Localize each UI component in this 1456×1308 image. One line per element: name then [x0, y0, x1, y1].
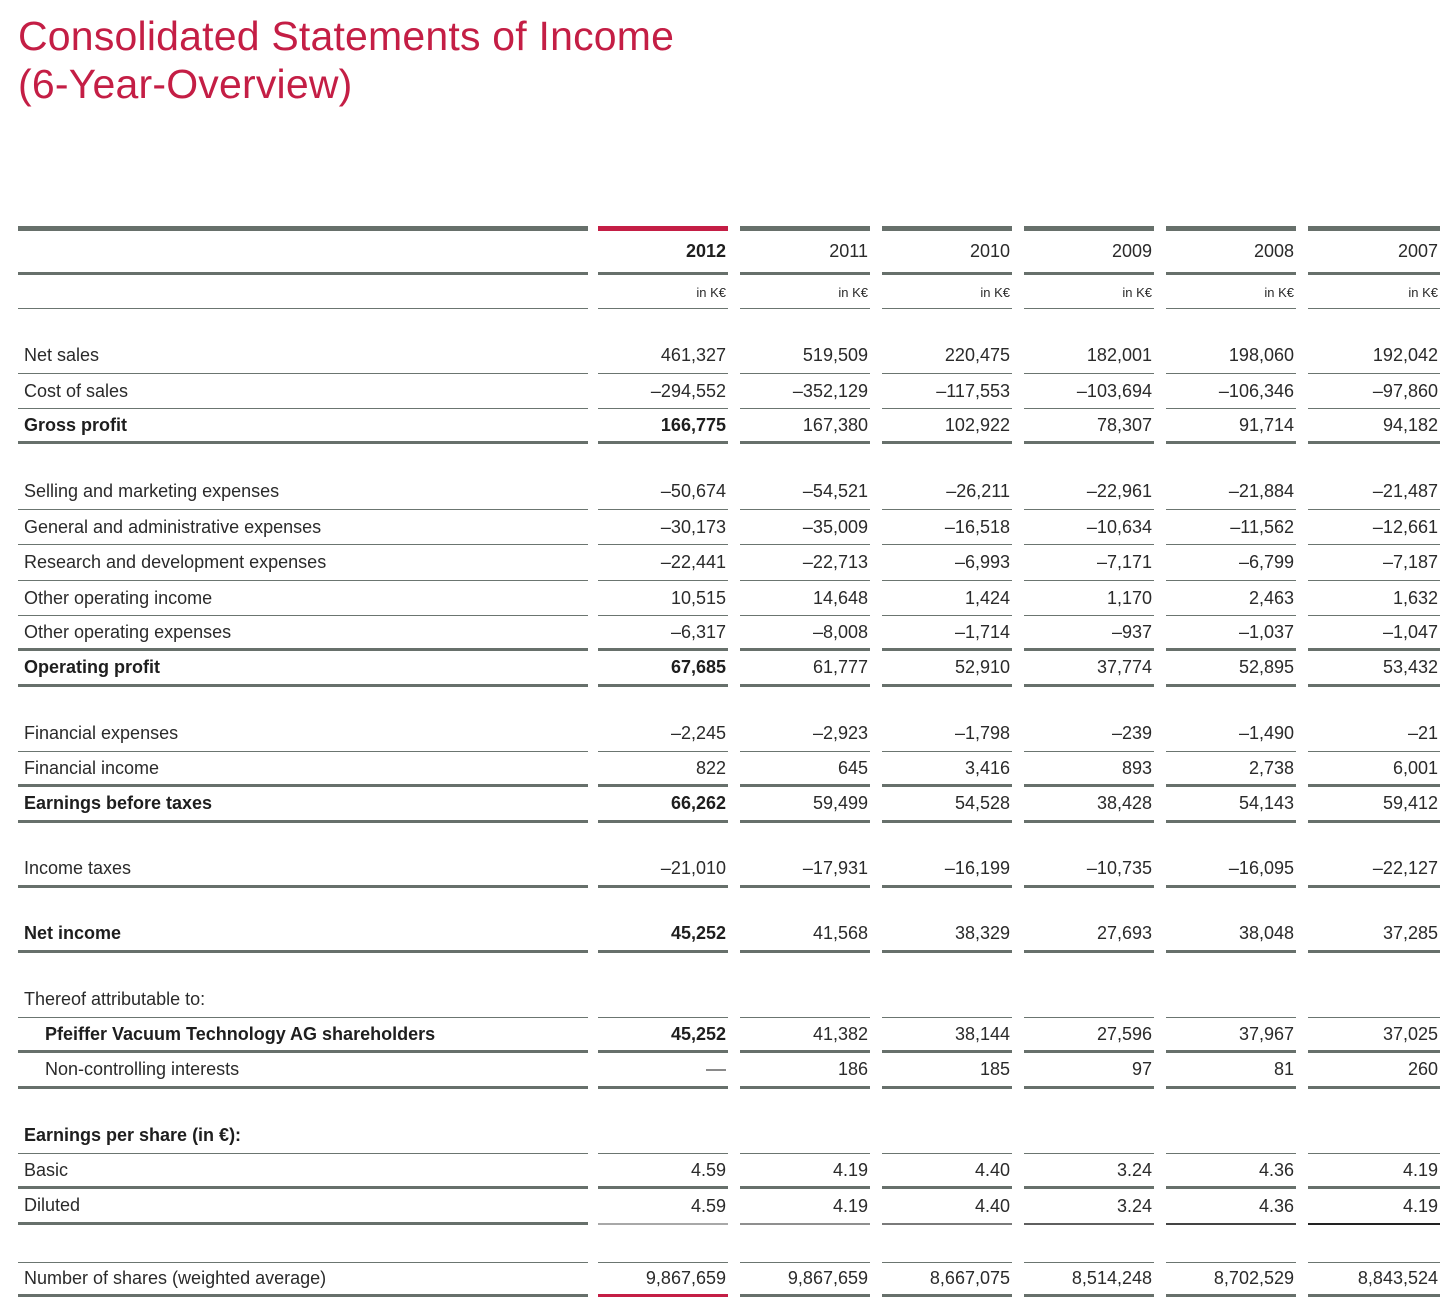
cell-2009 — [1024, 1118, 1154, 1154]
table-row-other-expenses — [0, 616, 1456, 651]
cell-2009: 1,170 — [1024, 581, 1154, 616]
title-line-2: (6-Year-Overview) — [18, 61, 353, 107]
row-label: Operating profit — [18, 651, 588, 687]
table-row-operating-profit — [0, 651, 1456, 687]
cell-2007: –21,487 — [1308, 474, 1440, 510]
unit-row — [0, 276, 1456, 309]
table-row-selling — [0, 474, 1456, 510]
cell-2009: 27,596 — [1024, 1018, 1154, 1053]
cell-2009: 37,774 — [1024, 651, 1154, 687]
cell-2011: 645 — [740, 752, 870, 787]
row-label: Financial expenses — [18, 716, 588, 752]
cell-2011: 41,382 — [740, 1018, 870, 1053]
cell-2011 — [740, 1118, 870, 1154]
cell-2008: –11,562 — [1166, 510, 1296, 545]
cell-2012: 45,252 — [598, 1018, 728, 1053]
cell-2012 — [598, 1118, 728, 1154]
cell-2012: 67,685 — [598, 651, 728, 687]
cell-2012 — [598, 982, 728, 1018]
cell-2010: 38,329 — [882, 917, 1012, 953]
table-row-ebt — [0, 787, 1456, 823]
cell-2009: –7,171 — [1024, 545, 1154, 581]
table-row-general-admin — [0, 510, 1456, 545]
unit-2007: in K€ — [1308, 276, 1440, 309]
cell-2010: –117,553 — [882, 374, 1012, 409]
cell-2011: 4.19 — [740, 1154, 870, 1189]
cell-2012: 4.59 — [598, 1154, 728, 1189]
cell-2007: 94,182 — [1308, 409, 1440, 444]
cell-2009: 182,001 — [1024, 338, 1154, 374]
cell-2011: –54,521 — [740, 474, 870, 510]
cell-2007: –97,860 — [1308, 374, 1440, 409]
cell-2012: –2,245 — [598, 716, 728, 752]
cell-2011: –8,008 — [740, 616, 870, 651]
cell-2012: –30,173 — [598, 510, 728, 545]
cell-2010: 220,475 — [882, 338, 1012, 374]
cell-2008: –106,346 — [1166, 374, 1296, 409]
cell-2007: –7,187 — [1308, 545, 1440, 581]
unit-2012: in K€ — [598, 276, 728, 309]
cell-2008 — [1166, 982, 1296, 1018]
cell-2009 — [1024, 982, 1154, 1018]
cell-2010: –26,211 — [882, 474, 1012, 510]
table-row-other-income — [0, 581, 1456, 616]
cell-2010: 8,667,075 — [882, 1262, 1012, 1297]
cell-2010: 38,144 — [882, 1018, 1012, 1053]
cell-2012: 45,252 — [598, 917, 728, 953]
table-row-income-taxes — [0, 852, 1456, 888]
cell-2008: 52,895 — [1166, 651, 1296, 687]
cell-2010: –1,798 — [882, 716, 1012, 752]
year-2011: 2011 — [740, 231, 870, 275]
table-row-eps-header — [0, 1118, 1456, 1154]
cell-2011: –22,713 — [740, 545, 870, 581]
row-label: Earnings before taxes — [18, 787, 588, 823]
unit-2010: in K€ — [882, 276, 1012, 309]
cell-2007: 6,001 — [1308, 752, 1440, 787]
cell-2011: 4.19 — [740, 1189, 870, 1225]
cell-2009: –22,961 — [1024, 474, 1154, 510]
cell-2008: 54,143 — [1166, 787, 1296, 823]
cell-2007: –12,661 — [1308, 510, 1440, 545]
cell-2012: 66,262 — [598, 787, 728, 823]
cell-2011: 186 — [740, 1053, 870, 1089]
cell-2009: –937 — [1024, 616, 1154, 651]
row-label: Non-controlling interests — [18, 1053, 588, 1089]
cell-2007: 53,432 — [1308, 651, 1440, 687]
cell-2010: 1,424 — [882, 581, 1012, 616]
cell-2010: 52,910 — [882, 651, 1012, 687]
cell-2009: 3.24 — [1024, 1154, 1154, 1189]
cell-2010 — [882, 1118, 1012, 1154]
row-label: Earnings per share (in €): — [18, 1118, 588, 1154]
cell-2008 — [1166, 1118, 1296, 1154]
table-row-eps-diluted — [0, 1189, 1456, 1225]
table-row-attributable-header — [0, 982, 1456, 1018]
cell-2009: 27,693 — [1024, 917, 1154, 953]
row-label: Cost of sales — [18, 374, 588, 409]
year-2010: 2010 — [882, 231, 1012, 275]
cell-2007: 37,025 — [1308, 1018, 1440, 1053]
cell-2008: –1,490 — [1166, 716, 1296, 752]
cell-2011: 9,867,659 — [740, 1262, 870, 1297]
cell-2009: –10,634 — [1024, 510, 1154, 545]
year-2009: 2009 — [1024, 231, 1154, 275]
year-header-row — [0, 231, 1456, 275]
cell-2007: 37,285 — [1308, 917, 1440, 953]
table-row-shareholders — [0, 1018, 1456, 1053]
row-label: General and administrative expenses — [18, 510, 588, 545]
unit-label-cell — [18, 276, 588, 309]
empty-value-dash — [706, 1069, 726, 1071]
cell-2008: 2,463 — [1166, 581, 1296, 616]
year-2008: 2008 — [1166, 231, 1296, 275]
unit-2011: in K€ — [740, 276, 870, 309]
cell-2011: –352,129 — [740, 374, 870, 409]
cell-2011: 59,499 — [740, 787, 870, 823]
row-label: Other operating expenses — [18, 616, 588, 651]
cell-2007: 4.19 — [1308, 1154, 1440, 1189]
header-label-cell — [18, 231, 588, 275]
unit-2008: in K€ — [1166, 276, 1296, 309]
cell-2007: –22,127 — [1308, 852, 1440, 888]
row-label: Basic — [18, 1154, 588, 1189]
cell-2012: 822 — [598, 752, 728, 787]
cell-2010: –6,993 — [882, 545, 1012, 581]
table-row-rnd — [0, 545, 1456, 581]
cell-2010: 185 — [882, 1053, 1012, 1089]
table-row-financial-expenses — [0, 716, 1456, 752]
cell-2010: 4.40 — [882, 1154, 1012, 1189]
cell-2012: –294,552 — [598, 374, 728, 409]
cell-2012: –22,441 — [598, 545, 728, 581]
row-label: Net income — [18, 917, 588, 953]
cell-2008: 91,714 — [1166, 409, 1296, 444]
cell-2008: –21,884 — [1166, 474, 1296, 510]
cell-2008: 2,738 — [1166, 752, 1296, 787]
cell-2008: 8,702,529 — [1166, 1262, 1296, 1297]
cell-2010: 102,922 — [882, 409, 1012, 444]
cell-2008: 38,048 — [1166, 917, 1296, 953]
cell-2012: 10,515 — [598, 581, 728, 616]
cell-2007: –1,047 — [1308, 616, 1440, 651]
row-label: Financial income — [18, 752, 588, 787]
cell-2007: 192,042 — [1308, 338, 1440, 374]
cell-2008: 198,060 — [1166, 338, 1296, 374]
cell-2007: –21 — [1308, 716, 1440, 752]
cell-2007 — [1308, 982, 1440, 1018]
table-row-cost-of-sales — [0, 374, 1456, 409]
cell-2007: 1,632 — [1308, 581, 1440, 616]
cell-2009: 38,428 — [1024, 787, 1154, 823]
row-label: Net sales — [18, 338, 588, 374]
cell-2011: –2,923 — [740, 716, 870, 752]
cell-2012: 4.59 — [598, 1189, 728, 1225]
cell-2007: 260 — [1308, 1053, 1440, 1089]
row-label: Selling and marketing expenses — [18, 474, 588, 510]
cell-2010: –16,199 — [882, 852, 1012, 888]
row-label: Pfeiffer Vacuum Technology AG shareholders — [18, 1018, 588, 1053]
cell-2009: 78,307 — [1024, 409, 1154, 444]
cell-2011: 519,509 — [740, 338, 870, 374]
cell-2010: 3,416 — [882, 752, 1012, 787]
cell-2012: –50,674 — [598, 474, 728, 510]
row-label: Diluted — [18, 1189, 588, 1225]
cell-2009: 3.24 — [1024, 1189, 1154, 1225]
cell-2007: 59,412 — [1308, 787, 1440, 823]
cell-2011: 14,648 — [740, 581, 870, 616]
row-label: Thereof attributable to: — [18, 982, 588, 1018]
row-label: Research and development expenses — [18, 545, 588, 581]
cell-2011: 61,777 — [740, 651, 870, 687]
row-label: Gross profit — [18, 409, 588, 444]
year-2012: 2012 — [598, 231, 728, 275]
cell-2011: –35,009 — [740, 510, 870, 545]
table-row-eps-basic — [0, 1154, 1456, 1189]
cell-2008: 4.36 — [1166, 1189, 1296, 1225]
table-row-shares — [0, 1262, 1456, 1297]
table-row-non-controlling — [0, 1053, 1456, 1089]
row-label: Other operating income — [18, 581, 588, 616]
cell-2009: 8,514,248 — [1024, 1262, 1154, 1297]
cell-2012 — [598, 1053, 728, 1089]
cell-2007 — [1308, 1118, 1440, 1154]
cell-2010 — [882, 982, 1012, 1018]
table-row-net-sales — [0, 338, 1456, 374]
cell-2012: 9,867,659 — [598, 1262, 728, 1297]
cell-2011: 41,568 — [740, 917, 870, 953]
cell-2008: –6,799 — [1166, 545, 1296, 581]
cell-2010: –16,518 — [882, 510, 1012, 545]
cell-2012: –21,010 — [598, 852, 728, 888]
cell-2012: –6,317 — [598, 616, 728, 651]
cell-2010: 54,528 — [882, 787, 1012, 823]
cell-2008: 4.36 — [1166, 1154, 1296, 1189]
table-row-gross-profit — [0, 409, 1456, 444]
cell-2011 — [740, 982, 870, 1018]
cell-2010: 4.40 — [882, 1189, 1012, 1225]
cell-2008: 37,967 — [1166, 1018, 1296, 1053]
cell-2011: 167,380 — [740, 409, 870, 444]
cell-2009: 97 — [1024, 1053, 1154, 1089]
title-line-1: Consolidated Statements of Income — [18, 13, 675, 59]
cell-2009: –239 — [1024, 716, 1154, 752]
year-2007: 2007 — [1308, 231, 1440, 275]
cell-2012: 166,775 — [598, 409, 728, 444]
table-row-financial-income — [0, 752, 1456, 787]
cell-2011: –17,931 — [740, 852, 870, 888]
cell-2008: 81 — [1166, 1053, 1296, 1089]
cell-2012: 461,327 — [598, 338, 728, 374]
cell-2008: –1,037 — [1166, 616, 1296, 651]
cell-2009: –10,735 — [1024, 852, 1154, 888]
row-label: Number of shares (weighted average) — [18, 1262, 588, 1297]
cell-2007: 8,843,524 — [1308, 1262, 1440, 1297]
table-row-net-income — [0, 917, 1456, 953]
unit-2009: in K€ — [1024, 276, 1154, 309]
cell-2010: –1,714 — [882, 616, 1012, 651]
cell-2009: –103,694 — [1024, 374, 1154, 409]
cell-2008: –16,095 — [1166, 852, 1296, 888]
row-label: Income taxes — [18, 852, 588, 888]
cell-2009: 893 — [1024, 752, 1154, 787]
cell-2007: 4.19 — [1308, 1189, 1440, 1225]
